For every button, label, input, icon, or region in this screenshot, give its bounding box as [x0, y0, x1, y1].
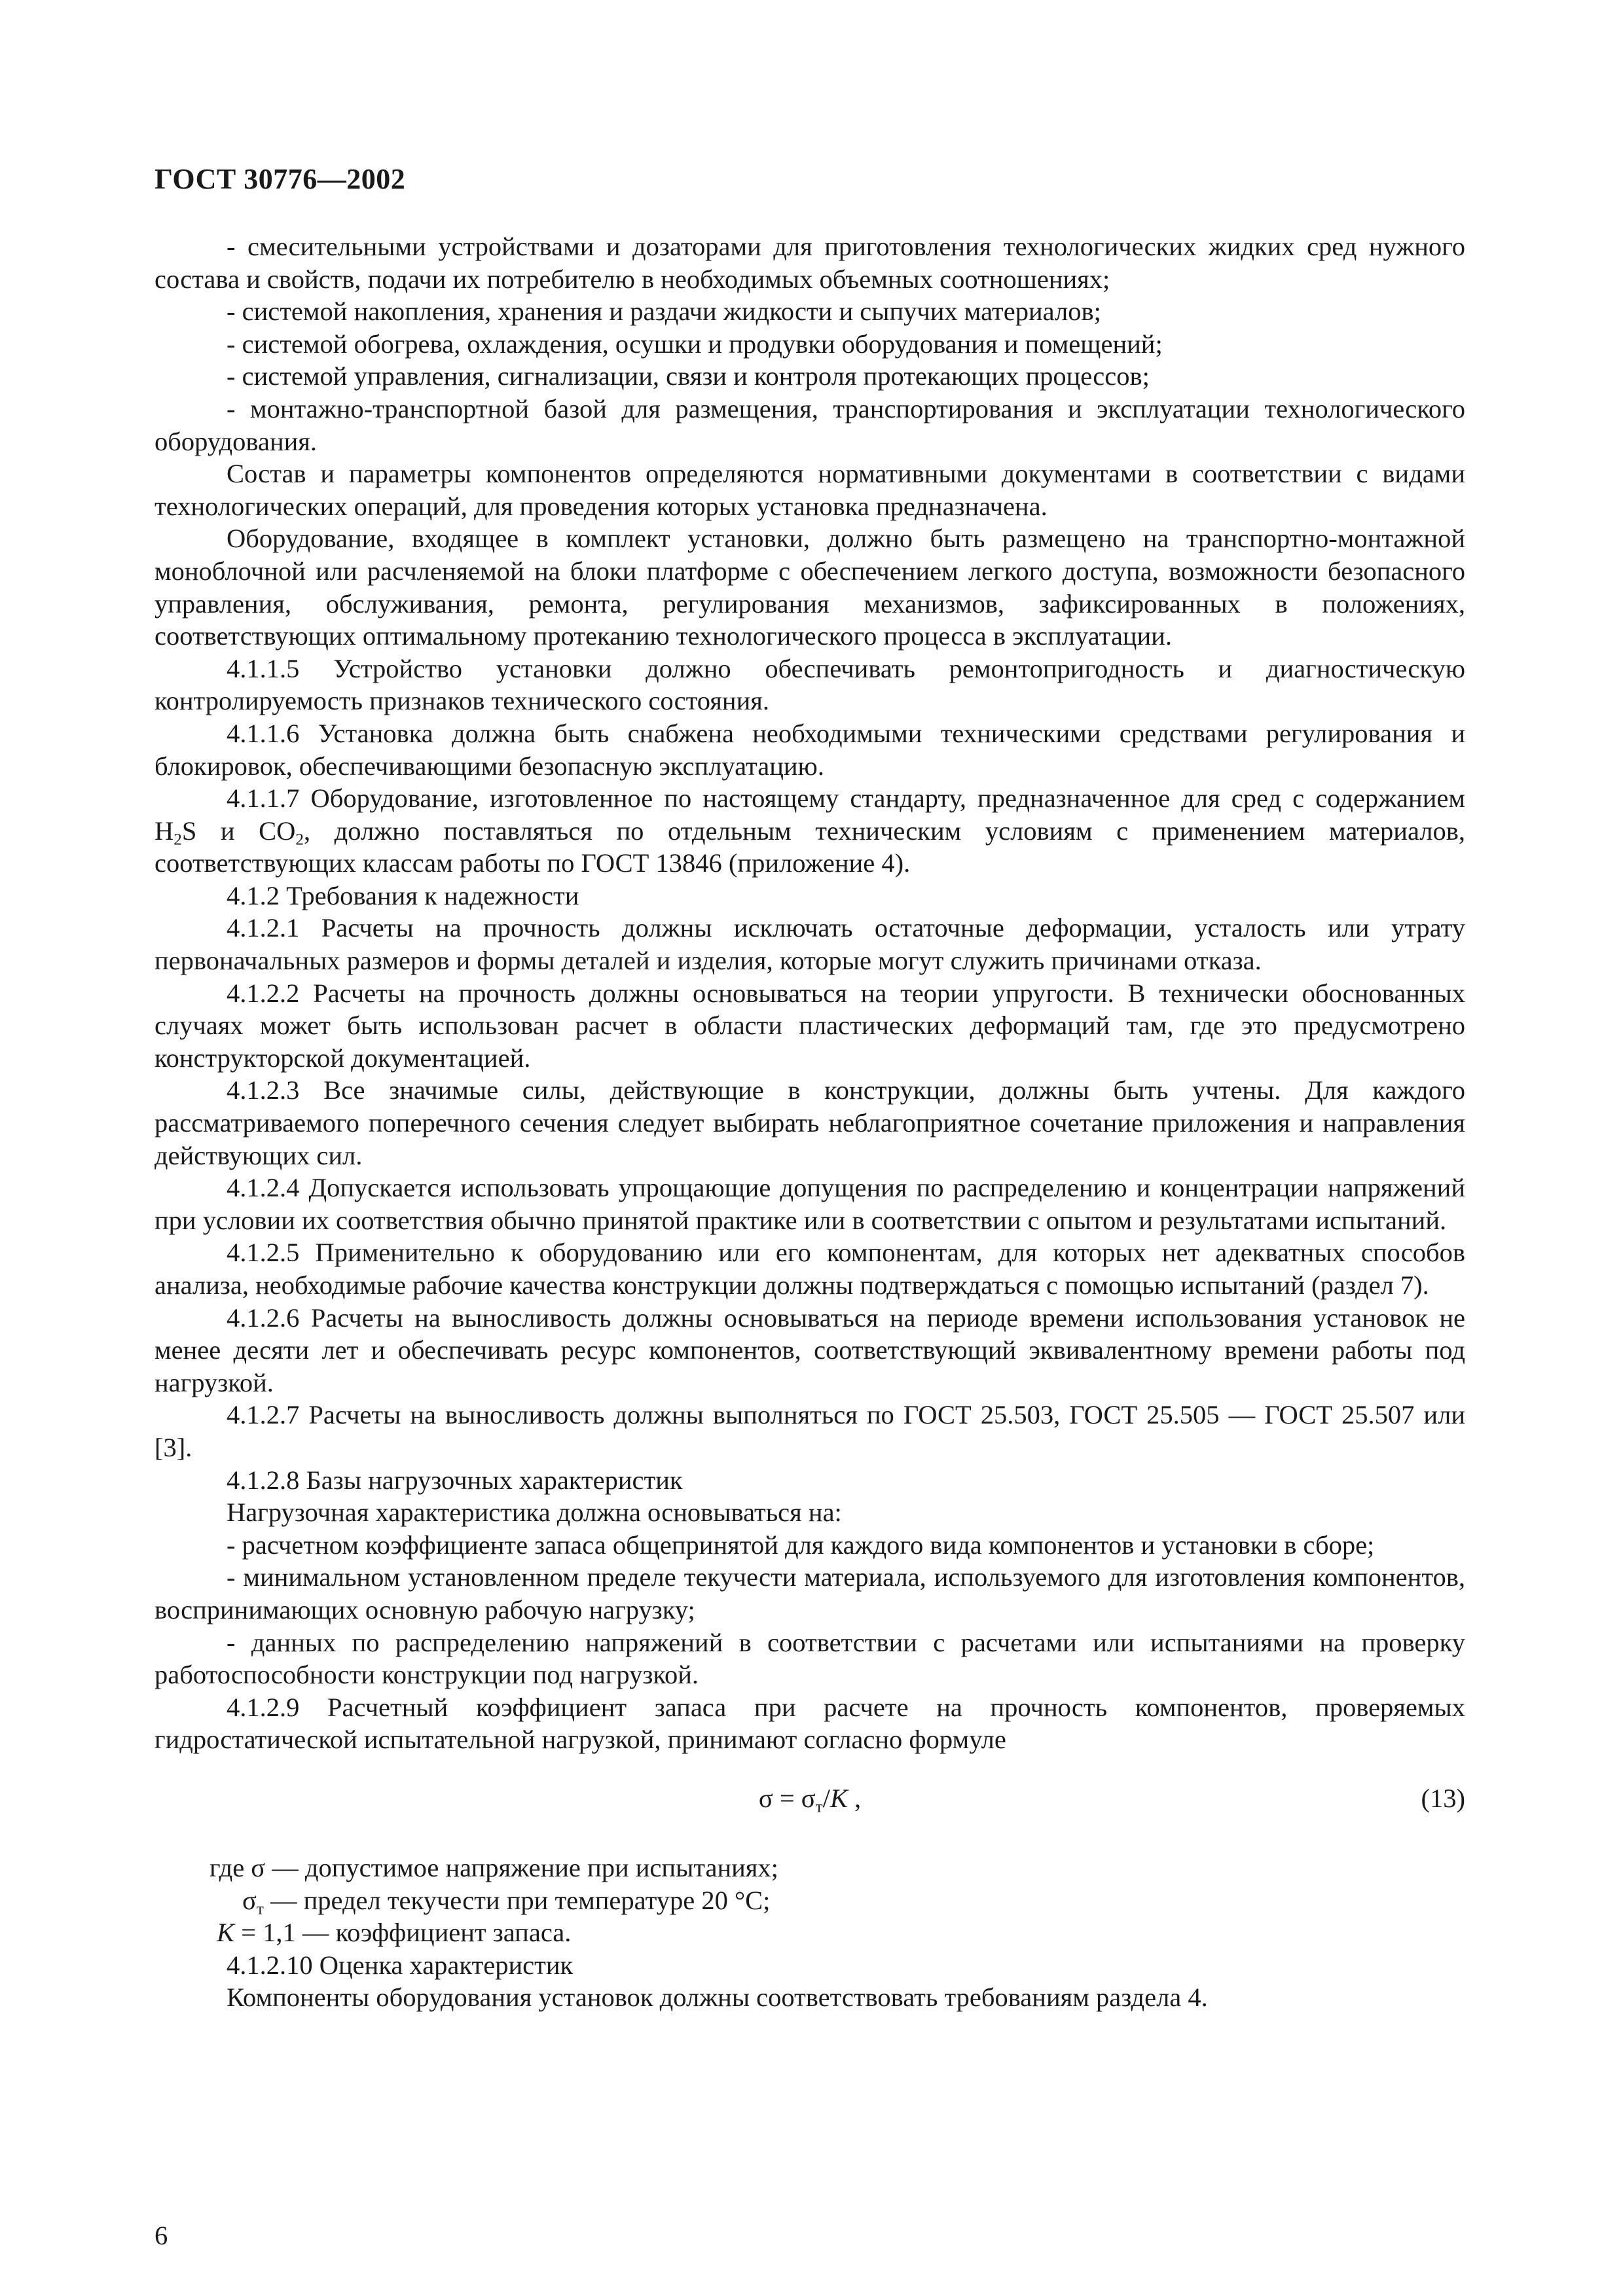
- section-heading: 4.1.2.8 Базы нагрузочных характеристик: [227, 1465, 683, 1495]
- paragraph: 4.1.1.5 Устройство установки должно обеспечивать ремонтопригодность и диагностическую контролируемость признаков технического состояния.: [155, 653, 1465, 716]
- paragraph: 4.1.2.6 Расчеты на выносливость должны основываться на периоде времени использования установок не менее десяти лет и обеспечивать ресурс компонентов, соответствующий эквивалентному времени работы под нагрузкой.: [155, 1302, 1465, 1397]
- paragraph: 4.1.2.4 Допускается использовать упрощающие допущения по распределению и концентрации напряжений при условии их соответствия обычно принятой практике или в соответствии с опытом и результатами испытаний.: [155, 1173, 1465, 1235]
- page-number: 6: [155, 2221, 168, 2250]
- section-heading: 4.1.2 Требования к надежности: [227, 880, 579, 910]
- legend-subscript: т: [256, 1900, 264, 1918]
- paragraph: - системой управления, сигнализации, связи и контроля протекающих процессов;: [227, 361, 1150, 391]
- paragraph: 4.1.2.1 Расчеты на прочность должны исключать остаточные деформации, усталость или утрату первоначальных размеров и формы деталей и изделия, которые могут служить причинами отказа.: [155, 913, 1465, 976]
- legend-text: — предел текучести при температуре 20 °С;: [263, 1885, 771, 1915]
- section-heading: 4.1.2.10 Оценка характеристик: [227, 1950, 574, 1980]
- formula-sigma: σ: [801, 1783, 816, 1813]
- paragraph: Оборудование, входящее в комплект установки, должно быть размещено на транспортно-монтажной моноблочной или расчленяемой на блоки платформе с обеспечением легкого доступа, возможности безопасного управления, обслуживания, ремонта, регулирования механизмов, зафиксированных в положениях, соответствующих оптимальному протеканию технологического процесса в эксплуатации.: [155, 524, 1465, 651]
- subscript: 2: [173, 831, 182, 849]
- list-item: - расчетном коэффициенте запаса общепринятой для каждого вида компонентов и установки в сборе;: [227, 1530, 1375, 1560]
- paragraph: Компоненты оборудования установок должны соответствовать требованиям раздела 4.: [227, 1982, 1208, 2013]
- legend-symbol: σ: [242, 1885, 257, 1915]
- paragraph: 4.1.2.7 Расчеты на выносливость должны выполняться по ГОСТ 25.503, ГОСТ 25.505 — ГОСТ 25.507 или [3].: [155, 1400, 1465, 1462]
- legend-text: = 1,1 — коэффициент запаса.: [234, 1918, 572, 1948]
- formula: [155, 1782, 1465, 1815]
- paragraph: - системой накопления, хранения и раздачи жидкости и сыпучих материалов;: [227, 296, 1101, 327]
- formula-subscript: т: [815, 1798, 823, 1816]
- paragraph: - смесительными устройствами и дозаторами для приготовления технологических жидких сред нужного состава и свойств, подачи их потребителю в необходимых объемных соотношениях;: [155, 232, 1465, 294]
- paragraph: 4.1.2.3 Все значимые силы, действующие в конструкции, должны быть учтены. Для каждого рассматриваемого поперечного сечения следует выбирать неблагоприятное сочетание приложения и направления действующих сил.: [155, 1075, 1465, 1170]
- paragraph: 4.1.2.5 Применительно к оборудованию или его компонентам, для которых нет адекватных способов анализа, необходимые рабочие качества конструкции должны подтверждаться с помощью испытаний (раздел 7).: [155, 1238, 1465, 1300]
- paragraph: - монтажно-транспортной базой для размещения, транспортирования и эксплуатации технологического оборудования.: [155, 393, 1465, 456]
- legend-line: [155, 1884, 1465, 1917]
- formula-slash: /: [822, 1783, 830, 1813]
- formula-number: (13): [1421, 1783, 1465, 1813]
- formula-k: K: [830, 1783, 848, 1813]
- formula-comma: ,: [847, 1783, 862, 1813]
- document-header-title: ГОСТ 30776—2002: [155, 163, 406, 195]
- paragraph: 4.1.2.2 Расчеты на прочность должны основываться на теории упругости. В технически обоснованных случаях может быть использован расчет в области пластических деформаций там, где это предусмотрено конструкторской документацией.: [155, 978, 1465, 1073]
- formula-lhs: σ: [758, 1783, 773, 1813]
- paragraph: Состав и параметры компонентов определяются нормативными документами в соответствии с видами технологических операций, для проведения которых установка предназначена.: [155, 459, 1465, 521]
- formula-legend: [155, 1852, 1465, 1949]
- legend-line: где σ — допустимое напряжение при испытаниях;: [210, 1852, 778, 1882]
- document-body: [155, 230, 1465, 2014]
- formula-row: [155, 1765, 1465, 1833]
- paragraph-4117-mid: S и CO: [181, 816, 296, 846]
- subscript: 2: [295, 831, 304, 849]
- paragraph: 4.1.2.9 Расчетный коэффициент запаса при расчете на прочность компонентов, проверяемых гидростатической испытательной нагрузкой, принимают согласно формуле: [155, 1692, 1465, 1755]
- formula-equals: =: [773, 1783, 801, 1813]
- list-item: - минимальном установленном пределе текучести материала, используемого для изготовления компонентов, воспринимающих основную рабочую нагрузку;: [155, 1562, 1465, 1624]
- legend-symbol: K: [217, 1918, 235, 1948]
- legend-line: [155, 1916, 1465, 1949]
- paragraph-4117-before: 4.1.1.7 Оборудование, изготовленное по настоящему стандарту, предназначенное для сред с содержанием H: [155, 783, 1465, 846]
- paragraph: Нагрузочная характеристика должна основываться на:: [227, 1498, 842, 1528]
- list-item: - данных по распределению напряжений в соответствии с расчетами или испытаниями на проверку работоспособности конструкции под нагрузкой.: [155, 1627, 1465, 1690]
- paragraph: - системой обогрева, охлаждения, осушки и продувки оборудования и помещений;: [227, 329, 1163, 359]
- paragraph: 4.1.1.6 Установка должна быть снабжена необходимыми техническими средствами регулирования и блокировок, обеспечивающими безопасную эксплуатацию.: [155, 718, 1465, 781]
- paragraph-4117-after: , должно поставляться по отдельным техническим условиям с применением материалов, соответствующих классам работы по ГОСТ 13846 (приложение 4).: [155, 816, 1465, 878]
- paragraph-4117: [155, 782, 1465, 880]
